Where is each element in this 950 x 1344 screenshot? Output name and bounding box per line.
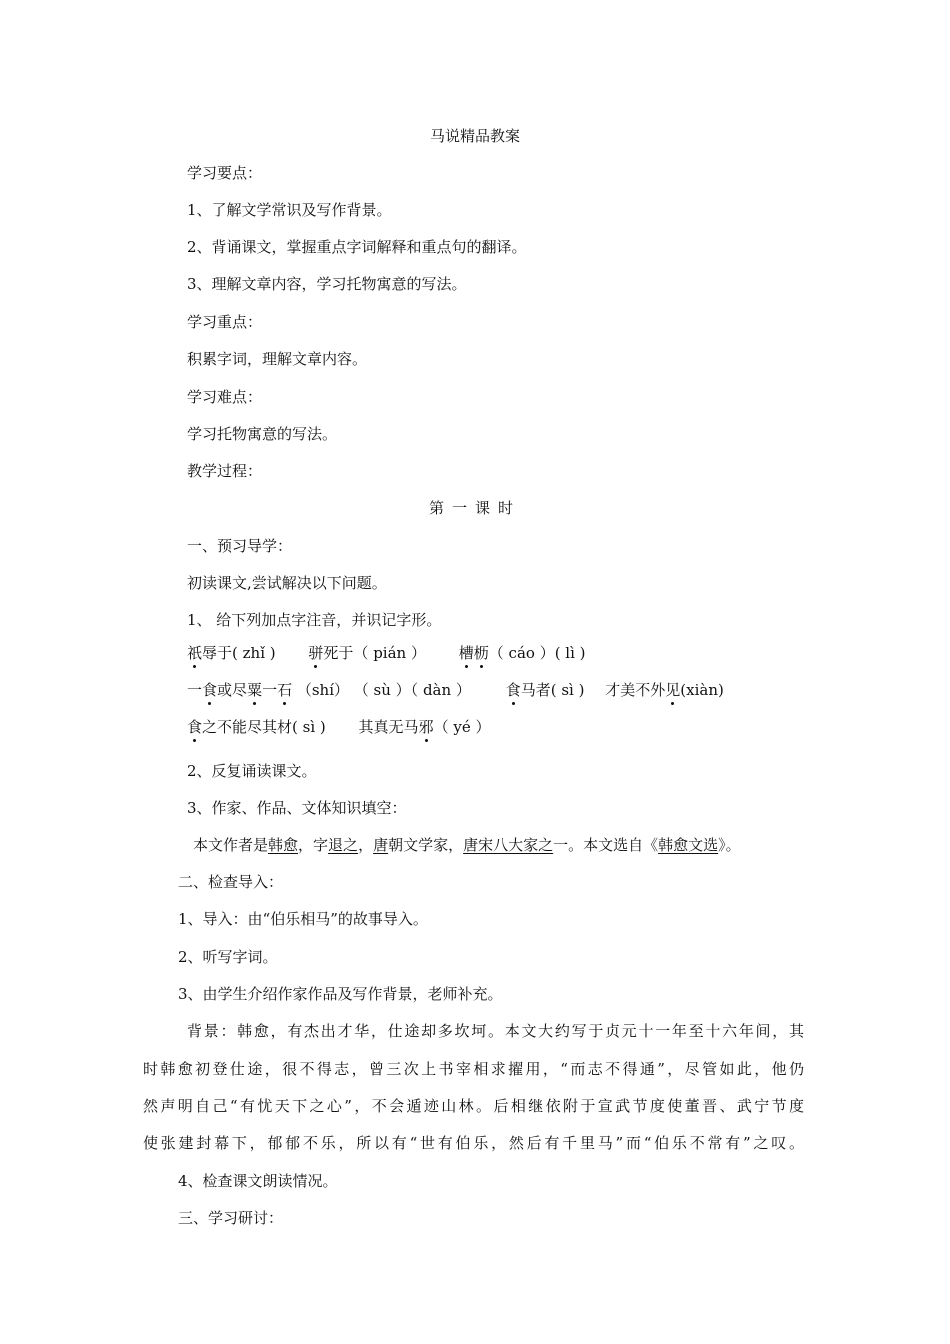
step-item: 1、导入：由“伯乐相马”的故事导入。 (178, 910, 428, 928)
dotted-char: 枥 (473, 644, 489, 662)
pinyin-item: 食之不能尽其材( sì ) (187, 718, 326, 736)
pinyin-row (187, 679, 724, 701)
question-item: 3、作家、作品、文体知识填空： (187, 799, 407, 817)
pinyin-item: 才美不外见(xiàn) (605, 681, 724, 699)
background-paragraph-line: 然声明自己“有忧天下之心”，不会遁迹山林。后相继依附于宣武节度使董晋、武宁节度 (143, 1097, 804, 1115)
point-item: 1、了解文学常识及写作背景。 (187, 201, 392, 219)
pinyin-row (187, 716, 518, 738)
pinyin-item: 食马者( sì ) (505, 681, 585, 699)
difficulty-text: 学习托物寓意的写法。 (187, 425, 338, 443)
filled-answer: 唐 (373, 836, 389, 854)
section-heading: 一、预习导学： (187, 537, 293, 555)
pinyin-item: 一食或尽粟一石 （shí） （ sù ）（ dàn ） (187, 681, 471, 699)
dotted-char: 食 (505, 681, 521, 699)
background-paragraph-line: 使张建封幕下，郁郁不乐，所以有“世有伯乐，然后有千里马”而“伯乐不常有”之叹。 (143, 1134, 804, 1152)
pinyin-item: 槽枥（ cáo ）( lì ) (458, 644, 586, 662)
dotted-char: 邪 (418, 718, 434, 736)
filled-answer: 韩愈 (268, 836, 299, 854)
dotted-char: 食 (187, 718, 203, 736)
document-title: 马说精品教案 (429, 127, 520, 145)
dotted-char: 祇 (187, 644, 203, 662)
section-heading: 三、学习研讨： (178, 1209, 284, 1227)
focus-text: 积累字词，理解文章内容。 (187, 350, 368, 368)
filled-answer: 退之 (328, 836, 359, 854)
pinyin-item: 其真无马邪（ yé ） (358, 718, 491, 736)
point-item: 3、理解文章内容，学习托物寓意的写法。 (187, 275, 467, 293)
section-heading: 二、检查导入： (178, 873, 284, 891)
process-heading: 教学过程： (187, 462, 263, 480)
question-item: 2、反复诵读课文。 (187, 762, 317, 780)
pinyin-row (187, 642, 614, 664)
difficulty-heading: 学习难点： (187, 388, 263, 406)
dotted-char: 骈 (308, 644, 324, 662)
dotted-char: 粟 (247, 681, 263, 699)
lesson-heading: 第一课时 (428, 499, 521, 517)
fill-in-line: 本文作者是韩愈，字退之，唐朝文学家，唐宋八大家之一。本文选自《韩愈文选》。 (193, 836, 741, 854)
dotted-char: 石 (277, 681, 293, 699)
dotted-char: 见 (665, 681, 681, 699)
filled-answer: 韩愈文选 (658, 836, 719, 854)
pinyin-item: 骈死于（ pián ） (308, 644, 426, 662)
points-heading: 学习要点： (187, 164, 263, 182)
question-item: 1、 给下列加点字注音，并识记字形。 (187, 611, 442, 629)
filled-answer: 唐宋八大家之 (463, 836, 554, 854)
section-intro: 初读课文,尝试解决以下问题。 (187, 574, 387, 592)
dotted-char: 食 (202, 681, 218, 699)
background-paragraph-line: 时韩愈初登仕途，很不得志，曾三次上书宰相求擢用，“而志不得通”，尽管如此，他仍 (143, 1060, 804, 1078)
background-paragraph-line: 背景：韩愈，有杰出才华，仕途却多坎坷。本文大约写于贞元十一年至十六年间，其 (187, 1022, 804, 1040)
pinyin-item: 祇辱于( zhǐ ) (187, 644, 276, 662)
point-item: 2、背诵课文，掌握重点字词解释和重点句的翻译。 (187, 238, 527, 256)
focus-heading: 学习重点： (187, 313, 263, 331)
step-item: 3、由学生介绍作家作品及写作背景，老师补充。 (178, 985, 503, 1003)
dotted-char: 槽 (458, 644, 474, 662)
step-item: 4、检查课文朗读情况。 (178, 1172, 338, 1190)
step-item: 2、听写字词。 (178, 948, 278, 966)
